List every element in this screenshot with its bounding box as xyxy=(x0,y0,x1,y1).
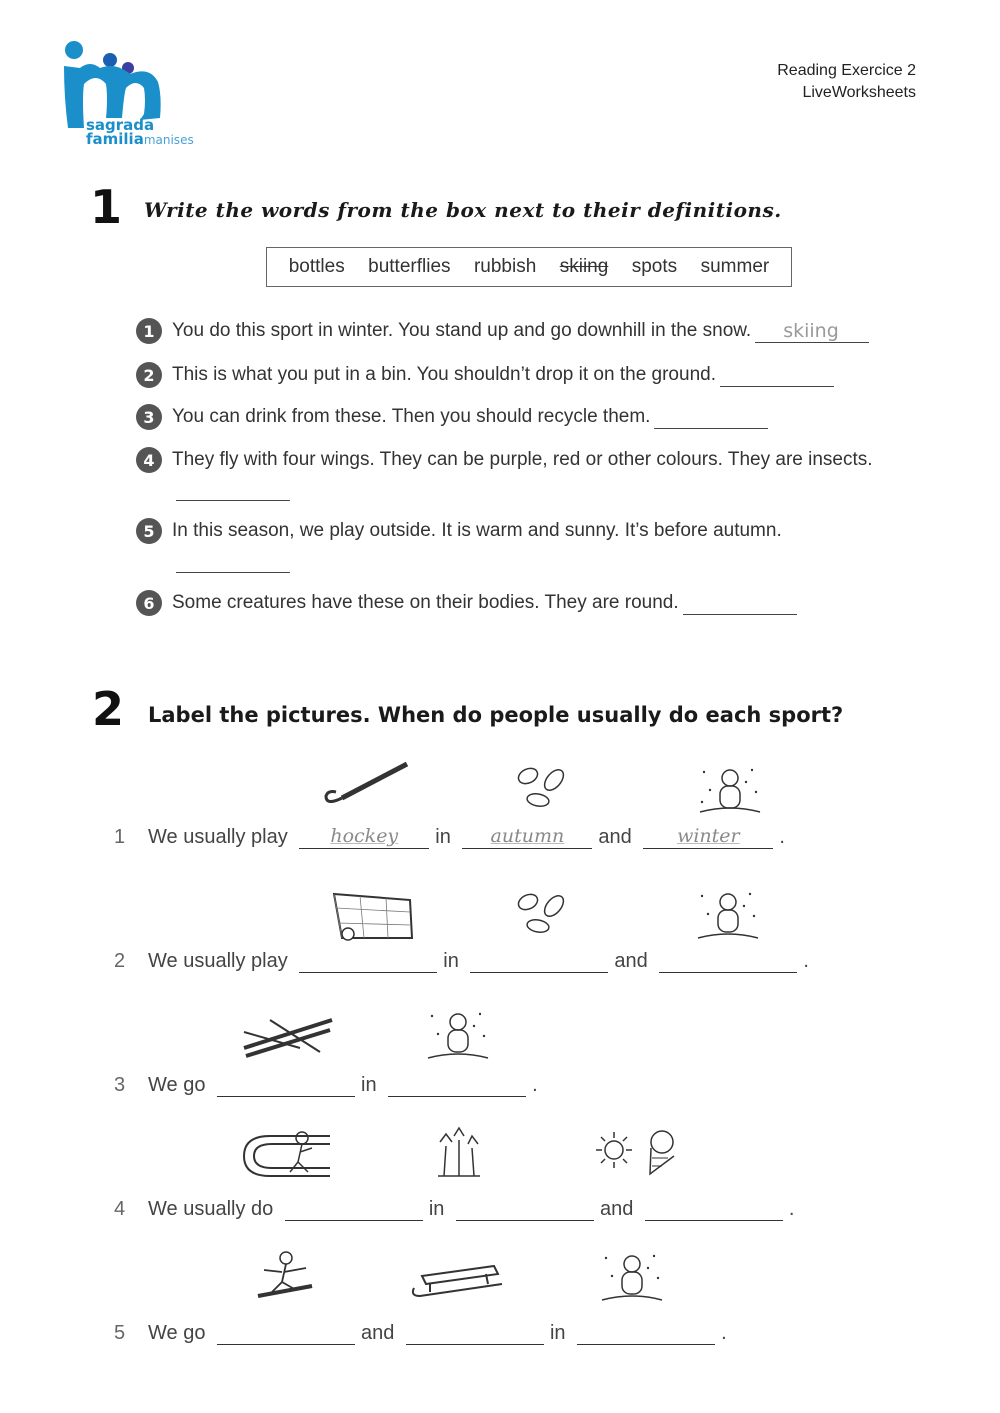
question-number: 6 xyxy=(136,590,162,616)
row-number: 1 xyxy=(114,826,126,848)
answer-text: skiing xyxy=(783,319,839,342)
row-word: and xyxy=(614,950,648,972)
logo-line1: sagrada xyxy=(86,116,155,134)
word-bottles: bottles xyxy=(288,256,345,277)
answer-input-2[interactable] xyxy=(720,364,834,387)
row2-answer3-input[interactable] xyxy=(659,950,797,973)
snowman-icon xyxy=(694,888,762,942)
football-goal-icon xyxy=(330,888,416,944)
sled-icon xyxy=(408,1258,508,1302)
row-number: 2 xyxy=(114,950,126,972)
header-subtitle: LiveWorksheets xyxy=(802,84,916,101)
question-1 xyxy=(136,318,869,344)
row4-answer1-input[interactable] xyxy=(285,1198,423,1221)
row-number: 3 xyxy=(114,1074,126,1096)
row-word: and xyxy=(361,1322,395,1344)
question-2 xyxy=(136,362,834,388)
logo-line2: familia xyxy=(86,130,144,148)
question-number: 3 xyxy=(136,404,162,430)
row-word: in xyxy=(443,950,459,972)
row-end: . xyxy=(803,950,809,972)
question-number: 1 xyxy=(136,318,162,344)
row5-answer1-input[interactable] xyxy=(217,1322,355,1345)
question-3 xyxy=(136,404,768,430)
row-word: and xyxy=(599,1198,634,1220)
section1-number: 1 xyxy=(90,180,123,234)
sun-icon xyxy=(594,1130,634,1170)
answer-input-6[interactable] xyxy=(683,592,797,615)
row-2 xyxy=(114,950,809,973)
row-end: . xyxy=(788,1198,795,1220)
header-title: Reading Exercice 2 xyxy=(777,62,916,79)
row-1 xyxy=(114,826,785,849)
row-3 xyxy=(114,1074,538,1097)
row-prompt: We go xyxy=(148,1322,206,1344)
row3-answer2-input[interactable] xyxy=(388,1074,526,1097)
section2-title: Label the pictures. When do people usually do each sport? xyxy=(148,703,844,727)
question-text: This is what you put in a bin. You shouldn’t drop it on the ground. xyxy=(172,364,716,385)
row-number: 5 xyxy=(114,1322,126,1344)
hockey-stick-icon xyxy=(322,760,412,810)
question-text: In this season, we play outside. It is warm and sunny. It’s before autumn. xyxy=(172,520,782,541)
row-end: . xyxy=(721,1322,727,1344)
section2-number: 2 xyxy=(92,682,125,736)
row5-answer2-input[interactable] xyxy=(406,1322,544,1345)
row-word: in xyxy=(435,826,451,848)
ice-cream-icon xyxy=(640,1128,680,1178)
word-box xyxy=(266,247,792,287)
spring-flowers-icon xyxy=(434,1126,484,1180)
question-text: Some creatures have these on their bodies. They are round. xyxy=(172,592,679,613)
row-prompt: We usually play xyxy=(148,826,288,848)
answer-input-3[interactable] xyxy=(654,406,768,429)
row-word: in xyxy=(428,1198,445,1220)
question-number: 2 xyxy=(136,362,162,388)
row4-answer3-input[interactable] xyxy=(645,1198,783,1221)
question-number: 4 xyxy=(136,447,162,473)
row-end: . xyxy=(532,1074,538,1096)
word-summer: summer xyxy=(700,256,770,277)
snowman-icon xyxy=(696,764,764,814)
row1-answer1: hockey xyxy=(330,825,399,847)
row1-answer1-input[interactable] xyxy=(299,826,429,849)
autumn-leaves-icon xyxy=(514,764,574,810)
snowboarder-icon xyxy=(252,1248,318,1306)
row-prompt: We go xyxy=(148,1074,206,1096)
word-rubbish: rubbish xyxy=(473,256,537,277)
row2-answer2-input[interactable] xyxy=(470,950,608,973)
row-4 xyxy=(114,1198,794,1221)
answer-input-5[interactable] xyxy=(176,571,290,573)
row-prompt: We usually do xyxy=(148,1198,274,1220)
row1-answer2: autumn xyxy=(490,825,565,847)
logo-text xyxy=(86,118,194,147)
question-4 xyxy=(136,447,873,473)
question-number: 5 xyxy=(136,518,162,544)
row1-answer3-input[interactable] xyxy=(643,826,773,849)
logo-line2b: manises xyxy=(143,133,194,147)
athletics-track-icon xyxy=(240,1126,336,1182)
row5-answer3-input[interactable] xyxy=(577,1322,715,1345)
question-5 xyxy=(136,518,782,544)
question-text: They fly with four wings. They can be purple, red or other colours. They are insects. xyxy=(172,449,873,470)
answer-input-1[interactable] xyxy=(755,320,869,343)
question-text: You do this sport in winter. You stand up and go downhill in the snow. xyxy=(172,320,752,341)
row-number: 4 xyxy=(114,1198,126,1220)
row4-answer2-input[interactable] xyxy=(456,1198,594,1221)
question-text: You can drink from these. Then you should recycle them. xyxy=(172,406,651,427)
answer-input-4[interactable] xyxy=(176,499,290,501)
row-word: in xyxy=(361,1074,377,1096)
row-5 xyxy=(114,1322,727,1345)
autumn-leaves-icon xyxy=(514,890,574,936)
word-spots: spots xyxy=(631,256,678,277)
row-word: in xyxy=(549,1322,566,1344)
word-butterflies: butterflies xyxy=(368,256,451,277)
row1-answer2-input[interactable] xyxy=(462,826,592,849)
section1-title: Write the words from the box next to their definitions. xyxy=(144,198,782,222)
row2-answer1-input[interactable] xyxy=(299,950,437,973)
row-word: and xyxy=(598,826,632,848)
snowman-icon xyxy=(598,1250,668,1306)
question-6 xyxy=(136,590,797,616)
word-skiing: skiing xyxy=(559,256,609,277)
header-info xyxy=(777,60,916,104)
snowman-icon xyxy=(424,1008,494,1064)
row-end: . xyxy=(779,826,785,848)
row3-answer1-input[interactable] xyxy=(217,1074,355,1097)
skis-icon xyxy=(240,1012,336,1058)
row1-answer3: winter xyxy=(677,825,740,847)
row-prompt: We usually play xyxy=(148,950,288,972)
